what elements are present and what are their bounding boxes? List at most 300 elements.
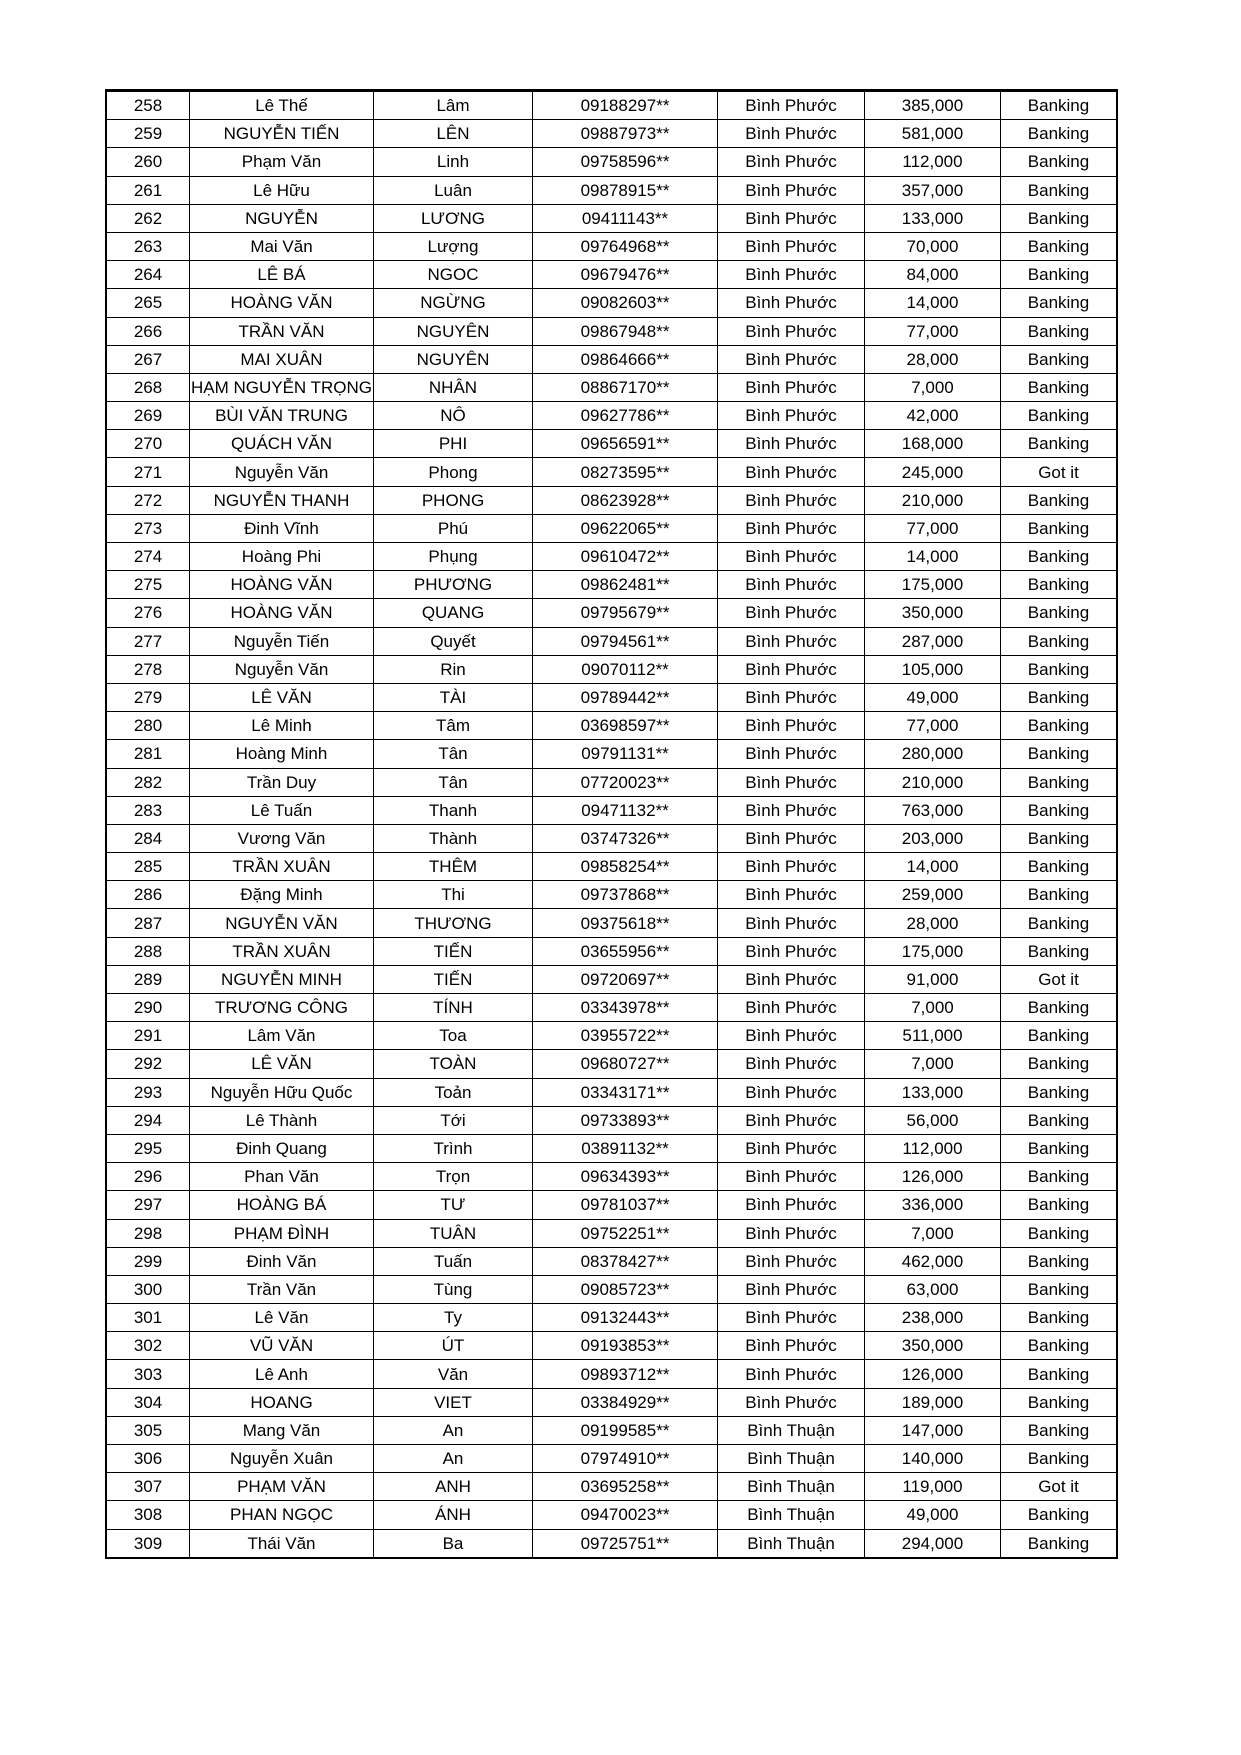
cell-province: Bình Phước	[718, 204, 865, 232]
cell-amount: 112,000	[865, 1134, 1001, 1162]
cell-amount: 126,000	[865, 1360, 1001, 1388]
cell-status: Banking	[1001, 289, 1118, 317]
cell-province: Bình Phước	[718, 853, 865, 881]
cell-first-name: Phụng	[374, 543, 533, 571]
cell-amount: 56,000	[865, 1106, 1001, 1134]
table-row	[106, 1416, 1117, 1444]
cell-first-name: Thanh	[374, 796, 533, 824]
cell-amount: 77,000	[865, 317, 1001, 345]
cell-phone: 08623928**	[533, 486, 718, 514]
cell-amount: 210,000	[865, 486, 1001, 514]
cell-index: 274	[106, 543, 190, 571]
cell-status: Banking	[1001, 1247, 1118, 1275]
cell-phone: 03655956**	[533, 937, 718, 965]
cell-last-name: MAI XUÂN	[190, 345, 374, 373]
cell-amount: 133,000	[865, 1078, 1001, 1106]
cell-phone: 03384929**	[533, 1388, 718, 1416]
cell-status: Banking	[1001, 402, 1118, 430]
table-row	[106, 824, 1117, 852]
cell-status: Got it	[1001, 458, 1118, 486]
cell-last-name: HOÀNG VĂN	[190, 599, 374, 627]
cell-last-name: Lâm Văn	[190, 1022, 374, 1050]
cell-phone: 09082603**	[533, 289, 718, 317]
table-row	[106, 655, 1117, 683]
cell-phone: 03343171**	[533, 1078, 718, 1106]
cell-amount: 385,000	[865, 91, 1001, 120]
cell-index: 284	[106, 824, 190, 852]
cell-index: 299	[106, 1247, 190, 1275]
cell-amount: 763,000	[865, 796, 1001, 824]
cell-index: 289	[106, 965, 190, 993]
cell-province: Bình Phước	[718, 486, 865, 514]
cell-index: 294	[106, 1106, 190, 1134]
cell-first-name: TOÀN	[374, 1050, 533, 1078]
cell-province: Bình Thuận	[718, 1416, 865, 1444]
cell-province: Bình Phước	[718, 1191, 865, 1219]
cell-last-name: Lê Minh	[190, 712, 374, 740]
table-row	[106, 91, 1117, 120]
cell-first-name: Tuấn	[374, 1247, 533, 1275]
table-row	[106, 1501, 1117, 1529]
cell-index: 286	[106, 881, 190, 909]
cell-status: Banking	[1001, 1388, 1118, 1416]
cell-last-name: Đinh Vĩnh	[190, 514, 374, 542]
cell-status: Banking	[1001, 1416, 1118, 1444]
cell-last-name: Hoàng Phi	[190, 543, 374, 571]
cell-amount: 287,000	[865, 627, 1001, 655]
cell-last-name: Nguyễn Tiến	[190, 627, 374, 655]
cell-amount: 63,000	[865, 1275, 1001, 1303]
table-row	[106, 430, 1117, 458]
table-row	[106, 543, 1117, 571]
cell-last-name: Nguyễn Hữu Quốc	[190, 1078, 374, 1106]
cell-index: 291	[106, 1022, 190, 1050]
cell-phone: 08378427**	[533, 1247, 718, 1275]
cell-province: Bình Phước	[718, 430, 865, 458]
cell-first-name: An	[374, 1445, 533, 1473]
cell-first-name: NGUYÊN	[374, 345, 533, 373]
cell-first-name: NGUYÊN	[374, 317, 533, 345]
cell-index: 258	[106, 91, 190, 120]
cell-index: 263	[106, 232, 190, 260]
table-row	[106, 881, 1117, 909]
cell-last-name: TRẦN VĂN	[190, 317, 374, 345]
cell-last-name: Lê Thành	[190, 1106, 374, 1134]
table-row	[106, 1163, 1117, 1191]
cell-index: 277	[106, 627, 190, 655]
cell-phone: 09887973**	[533, 120, 718, 148]
cell-last-name: Phạm Văn	[190, 148, 374, 176]
cell-index: 276	[106, 599, 190, 627]
cell-province: Bình Phước	[718, 543, 865, 571]
cell-amount: 203,000	[865, 824, 1001, 852]
cell-phone: 09199585**	[533, 1416, 718, 1444]
cell-last-name: Lê Anh	[190, 1360, 374, 1388]
cell-last-name: Mang Văn	[190, 1416, 374, 1444]
cell-province: Bình Phước	[718, 1050, 865, 1078]
cell-last-name: Thái Văn	[190, 1529, 374, 1558]
cell-amount: 105,000	[865, 655, 1001, 683]
cell-first-name: Lượng	[374, 232, 533, 260]
cell-index: 275	[106, 571, 190, 599]
cell-index: 285	[106, 853, 190, 881]
cell-status: Banking	[1001, 683, 1118, 711]
cell-last-name: NGUYỄN VĂN	[190, 909, 374, 937]
table-row	[106, 373, 1117, 401]
cell-first-name: TÀI	[374, 683, 533, 711]
cell-amount: 7,000	[865, 1050, 1001, 1078]
cell-amount: 357,000	[865, 176, 1001, 204]
cell-first-name: Quyết	[374, 627, 533, 655]
cell-province: Bình Thuận	[718, 1529, 865, 1558]
cell-province: Bình Phước	[718, 881, 865, 909]
cell-last-name: Đặng Minh	[190, 881, 374, 909]
cell-status: Banking	[1001, 120, 1118, 148]
table-row	[106, 1473, 1117, 1501]
cell-province: Bình Phước	[718, 1106, 865, 1134]
cell-status: Banking	[1001, 1191, 1118, 1219]
table-row	[106, 458, 1117, 486]
cell-phone: 09375618**	[533, 909, 718, 937]
cell-index: 268	[106, 373, 190, 401]
cell-index: 309	[106, 1529, 190, 1558]
cell-last-name: Nguyễn Văn	[190, 655, 374, 683]
cell-amount: 28,000	[865, 909, 1001, 937]
cell-last-name: Trần Duy	[190, 768, 374, 796]
cell-amount: 7,000	[865, 373, 1001, 401]
cell-status: Banking	[1001, 430, 1118, 458]
cell-amount: 147,000	[865, 1416, 1001, 1444]
cell-status: Banking	[1001, 373, 1118, 401]
cell-status: Banking	[1001, 1529, 1118, 1558]
payment-table-body	[106, 91, 1117, 1558]
cell-status: Banking	[1001, 1078, 1118, 1106]
cell-phone: 09791131**	[533, 740, 718, 768]
cell-province: Bình Phước	[718, 1275, 865, 1303]
table-row	[106, 712, 1117, 740]
cell-status: Banking	[1001, 599, 1118, 627]
cell-amount: 49,000	[865, 683, 1001, 711]
cell-index: 271	[106, 458, 190, 486]
cell-first-name: TÍNH	[374, 994, 533, 1022]
cell-first-name: ÚT	[374, 1332, 533, 1360]
cell-last-name: Nguyễn Văn	[190, 458, 374, 486]
cell-last-name: Mai Văn	[190, 232, 374, 260]
cell-status: Banking	[1001, 176, 1118, 204]
cell-last-name: VŨ VĂN	[190, 1332, 374, 1360]
cell-first-name: Ty	[374, 1304, 533, 1332]
cell-province: Bình Phước	[718, 91, 865, 120]
cell-first-name: TIẾN	[374, 965, 533, 993]
cell-first-name: Lâm	[374, 91, 533, 120]
cell-phone: 09132443**	[533, 1304, 718, 1332]
cell-index: 267	[106, 345, 190, 373]
cell-province: Bình Phước	[718, 571, 865, 599]
table-row	[106, 261, 1117, 289]
table-row	[106, 148, 1117, 176]
cell-amount: 581,000	[865, 120, 1001, 148]
table-row	[106, 853, 1117, 881]
table-row	[106, 176, 1117, 204]
table-row	[106, 1078, 1117, 1106]
cell-first-name: Trình	[374, 1134, 533, 1162]
cell-status: Banking	[1001, 1134, 1118, 1162]
cell-status: Banking	[1001, 712, 1118, 740]
cell-province: Bình Phước	[718, 176, 865, 204]
cell-index: 288	[106, 937, 190, 965]
cell-phone: 09789442**	[533, 683, 718, 711]
table-row	[106, 909, 1117, 937]
cell-index: 265	[106, 289, 190, 317]
cell-status: Banking	[1001, 937, 1118, 965]
cell-phone: 09634393**	[533, 1163, 718, 1191]
cell-last-name: Vương Văn	[190, 824, 374, 852]
cell-last-name: Nguyễn Xuân	[190, 1445, 374, 1473]
cell-amount: 42,000	[865, 402, 1001, 430]
table-row	[106, 1247, 1117, 1275]
table-row	[106, 204, 1117, 232]
cell-amount: 336,000	[865, 1191, 1001, 1219]
cell-phone: 07720023**	[533, 768, 718, 796]
cell-amount: 84,000	[865, 261, 1001, 289]
table-row	[106, 1445, 1117, 1473]
cell-first-name: Phú	[374, 514, 533, 542]
cell-province: Bình Phước	[718, 289, 865, 317]
cell-status: Banking	[1001, 345, 1118, 373]
cell-province: Bình Phước	[718, 373, 865, 401]
cell-index: 273	[106, 514, 190, 542]
cell-last-name: BÙI VĂN TRUNG	[190, 402, 374, 430]
cell-index: 302	[106, 1332, 190, 1360]
cell-status: Banking	[1001, 796, 1118, 824]
cell-first-name: Luân	[374, 176, 533, 204]
cell-last-name: HẠM NGUYỄN TRỌNG	[190, 373, 374, 401]
cell-status: Banking	[1001, 261, 1118, 289]
cell-first-name: Phong	[374, 458, 533, 486]
cell-amount: 126,000	[865, 1163, 1001, 1191]
cell-phone: 09188297**	[533, 91, 718, 120]
table-row	[106, 994, 1117, 1022]
table-row	[106, 1050, 1117, 1078]
cell-last-name: Đinh Quang	[190, 1134, 374, 1162]
cell-index: 270	[106, 430, 190, 458]
cell-amount: 168,000	[865, 430, 1001, 458]
cell-last-name: LÊ VĂN	[190, 683, 374, 711]
cell-phone: 09656591**	[533, 430, 718, 458]
cell-status: Banking	[1001, 232, 1118, 260]
cell-first-name: Tân	[374, 768, 533, 796]
cell-index: 298	[106, 1219, 190, 1247]
table-row	[106, 1022, 1117, 1050]
cell-index: 308	[106, 1501, 190, 1529]
cell-first-name: VIET	[374, 1388, 533, 1416]
cell-last-name: Trần Văn	[190, 1275, 374, 1303]
cell-province: Bình Phước	[718, 1134, 865, 1162]
cell-province: Bình Phước	[718, 345, 865, 373]
table-row	[106, 937, 1117, 965]
cell-amount: 245,000	[865, 458, 1001, 486]
cell-phone: 09878915**	[533, 176, 718, 204]
cell-first-name: NGỪNG	[374, 289, 533, 317]
cell-status: Banking	[1001, 1219, 1118, 1247]
cell-first-name: TIẾN	[374, 937, 533, 965]
cell-province: Bình Phước	[718, 1247, 865, 1275]
cell-amount: 91,000	[865, 965, 1001, 993]
table-row	[106, 232, 1117, 260]
cell-phone: 03698597**	[533, 712, 718, 740]
cell-last-name: HOÀNG VĂN	[190, 571, 374, 599]
cell-last-name: HOÀNG BÁ	[190, 1191, 374, 1219]
cell-index: 293	[106, 1078, 190, 1106]
cell-status: Banking	[1001, 1304, 1118, 1332]
cell-index: 264	[106, 261, 190, 289]
cell-first-name: TUÂN	[374, 1219, 533, 1247]
cell-status: Banking	[1001, 909, 1118, 937]
cell-first-name: PHONG	[374, 486, 533, 514]
cell-province: Bình Phước	[718, 937, 865, 965]
table-row	[106, 1388, 1117, 1416]
cell-phone: 09795679**	[533, 599, 718, 627]
cell-last-name: TRƯƠNG CÔNG	[190, 994, 374, 1022]
table-row	[106, 599, 1117, 627]
cell-province: Bình Thuận	[718, 1501, 865, 1529]
cell-first-name: Ba	[374, 1529, 533, 1558]
cell-phone: 03747326**	[533, 824, 718, 852]
cell-first-name: PHI	[374, 430, 533, 458]
cell-index: 266	[106, 317, 190, 345]
cell-index: 282	[106, 768, 190, 796]
cell-province: Bình Phước	[718, 120, 865, 148]
cell-province: Bình Thuận	[718, 1473, 865, 1501]
cell-first-name: PHƯƠNG	[374, 571, 533, 599]
cell-amount: 28,000	[865, 345, 1001, 373]
cell-phone: 03695258**	[533, 1473, 718, 1501]
table-row	[106, 514, 1117, 542]
cell-province: Bình Phước	[718, 740, 865, 768]
cell-index: 296	[106, 1163, 190, 1191]
cell-amount: 462,000	[865, 1247, 1001, 1275]
cell-province: Bình Phước	[718, 599, 865, 627]
cell-amount: 175,000	[865, 571, 1001, 599]
cell-index: 295	[106, 1134, 190, 1162]
cell-province: Bình Phước	[718, 683, 865, 711]
cell-amount: 119,000	[865, 1473, 1001, 1501]
table-row	[106, 1332, 1117, 1360]
cell-phone: 07974910**	[533, 1445, 718, 1473]
cell-first-name: ANH	[374, 1473, 533, 1501]
cell-province: Bình Phước	[718, 768, 865, 796]
cell-province: Bình Phước	[718, 1332, 865, 1360]
cell-index: 261	[106, 176, 190, 204]
cell-index: 292	[106, 1050, 190, 1078]
cell-province: Bình Phước	[718, 1304, 865, 1332]
cell-status: Banking	[1001, 853, 1118, 881]
cell-status: Banking	[1001, 148, 1118, 176]
cell-phone: 09858254**	[533, 853, 718, 881]
cell-amount: 189,000	[865, 1388, 1001, 1416]
cell-amount: 140,000	[865, 1445, 1001, 1473]
cell-last-name: Lê Thế	[190, 91, 374, 120]
cell-phone: 03955722**	[533, 1022, 718, 1050]
cell-last-name: PHAN NGỌC	[190, 1501, 374, 1529]
cell-status: Banking	[1001, 1163, 1118, 1191]
cell-phone: 03891132**	[533, 1134, 718, 1162]
cell-province: Bình Thuận	[718, 1445, 865, 1473]
cell-first-name: NGOC	[374, 261, 533, 289]
table-row	[106, 1360, 1117, 1388]
table-row	[106, 571, 1117, 599]
cell-status: Banking	[1001, 204, 1118, 232]
cell-first-name: ÁNH	[374, 1501, 533, 1529]
table-row	[106, 768, 1117, 796]
cell-amount: 14,000	[865, 289, 1001, 317]
cell-phone: 09470023**	[533, 1501, 718, 1529]
cell-first-name: THƯƠNG	[374, 909, 533, 937]
cell-first-name: Thi	[374, 881, 533, 909]
cell-amount: 511,000	[865, 1022, 1001, 1050]
cell-province: Bình Phước	[718, 909, 865, 937]
cell-amount: 350,000	[865, 599, 1001, 627]
cell-last-name: PHẠM ĐÌNH	[190, 1219, 374, 1247]
table-row	[106, 1219, 1117, 1247]
cell-last-name: Lê Tuấn	[190, 796, 374, 824]
table-row	[106, 796, 1117, 824]
cell-status: Banking	[1001, 768, 1118, 796]
cell-status: Banking	[1001, 571, 1118, 599]
cell-last-name: TRẦN XUÂN	[190, 937, 374, 965]
cell-status: Banking	[1001, 1332, 1118, 1360]
cell-amount: 7,000	[865, 1219, 1001, 1247]
table-row	[106, 1106, 1117, 1134]
cell-province: Bình Phước	[718, 965, 865, 993]
cell-province: Bình Phước	[718, 1388, 865, 1416]
cell-index: 307	[106, 1473, 190, 1501]
cell-last-name: HOANG	[190, 1388, 374, 1416]
cell-amount: 112,000	[865, 148, 1001, 176]
cell-amount: 7,000	[865, 994, 1001, 1022]
cell-status: Got it	[1001, 965, 1118, 993]
cell-last-name: PHẠM VĂN	[190, 1473, 374, 1501]
cell-province: Bình Phước	[718, 317, 865, 345]
cell-first-name: THÊM	[374, 853, 533, 881]
cell-status: Banking	[1001, 317, 1118, 345]
cell-index: 278	[106, 655, 190, 683]
cell-status: Banking	[1001, 514, 1118, 542]
cell-index: 279	[106, 683, 190, 711]
cell-first-name: Linh	[374, 148, 533, 176]
cell-phone: 09864666**	[533, 345, 718, 373]
cell-index: 287	[106, 909, 190, 937]
cell-status: Banking	[1001, 994, 1118, 1022]
cell-phone: 09680727**	[533, 1050, 718, 1078]
table-row	[106, 1275, 1117, 1303]
cell-phone: 09794561**	[533, 627, 718, 655]
cell-phone: 09085723**	[533, 1275, 718, 1303]
cell-amount: 77,000	[865, 514, 1001, 542]
cell-last-name: HOÀNG VĂN	[190, 289, 374, 317]
cell-province: Bình Phước	[718, 402, 865, 430]
table-row	[106, 1529, 1117, 1558]
cell-first-name: Tùng	[374, 1275, 533, 1303]
cell-index: 305	[106, 1416, 190, 1444]
cell-status: Banking	[1001, 655, 1118, 683]
payment-table	[105, 89, 1118, 1559]
cell-province: Bình Phước	[718, 796, 865, 824]
cell-index: 306	[106, 1445, 190, 1473]
cell-phone: 09725751**	[533, 1529, 718, 1558]
cell-amount: 14,000	[865, 543, 1001, 571]
table-row	[106, 1134, 1117, 1162]
